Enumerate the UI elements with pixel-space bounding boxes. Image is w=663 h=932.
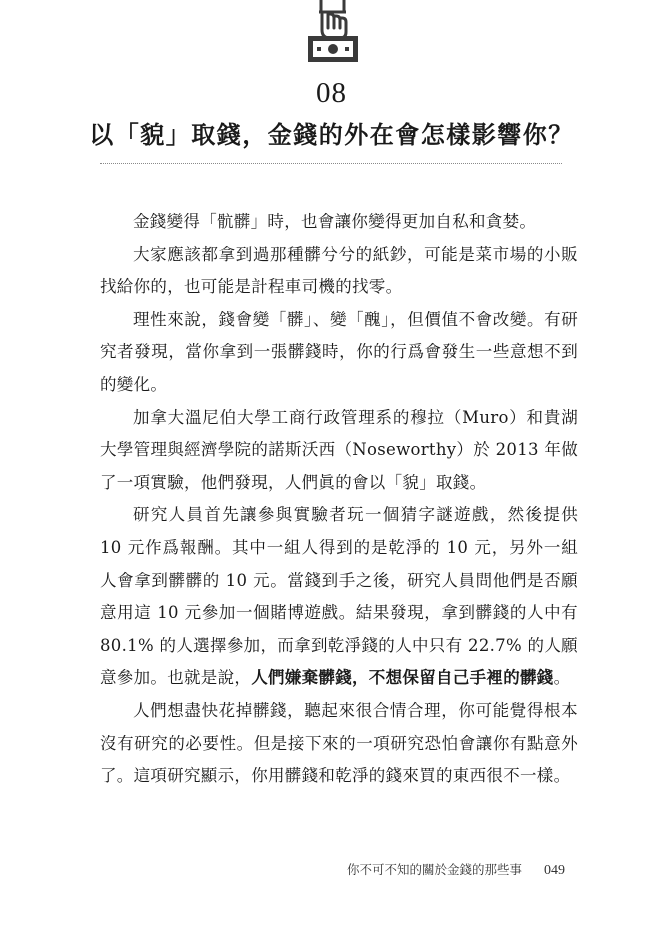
page-footer — [347, 861, 565, 880]
paragraph-5 — [100, 499, 578, 695]
chapter-title: 以「貌」取錢，金錢的外在會怎樣影響你？ — [89, 120, 574, 149]
page-number: 049 — [544, 863, 565, 878]
hand-taking-money-icon — [300, 0, 366, 66]
paragraph-5-end: 。 — [553, 668, 571, 688]
book-title: 你不可不知的關於金錢的那些事 — [346, 862, 522, 877]
paragraph-6: 人們想盡快花掉髒錢，聽起來很合情合理，你可能覺得根本沒有研究的必要性。但是接下來的一項研究恐怕會讓你有點意外了。這項研究顯示，你用髒錢和乾淨的錢來買的東西很不一樣。 — [100, 700, 578, 786]
body-text — [100, 206, 578, 793]
chapter-number: 08 — [316, 77, 347, 109]
paragraph-2: 大家應該都拿到過那種髒兮兮的紙鈔，可能是菜市場的小販找給你的，也可能是計程車司機的找零。 — [100, 244, 578, 297]
paragraph-1: 金錢變得「骯髒」時，也會讓你變得更加自私和貪婪。 — [133, 212, 537, 231]
paragraph-5-emphasis: 人們嫌棄髒錢，不想保留自己手裡的髒錢 — [251, 668, 554, 688]
paragraph-3: 理性來說，錢會變「髒」、變「醜」，但價值不會改變。有研究者發現，當你拿到一張髒錢時，你的行爲會發生一些意想不到的變化。 — [100, 309, 578, 394]
paragraph-4: 加拿大溫尼伯大學工商行政管理系的穆拉（Muro）和貴湖大學管理與經濟學院的諾斯沃西（Noseworthy）於 2013 年做了一項實驗，他們發現，人們眞的會以「貌」取錢。 — [100, 407, 578, 492]
paragraph-5-text: 研究人員首先讓參與實驗者玩一個猜字謎遊戲，然後提供 10 元作爲報酬。其中一組人得到的是乾淨的 10 元，另外一組人會拿到髒髒的 10 元。當錢到手之後，研究人員問他們是否願意用這 10 元參加一個賭博遊戲。結果發現，拿到髒錢的人中有 80.1% 的人選擇參加，而拿到乾淨錢的人中只有 22.7% 的人願意參加。也就是說， — [100, 505, 578, 688]
title-divider — [100, 163, 562, 164]
